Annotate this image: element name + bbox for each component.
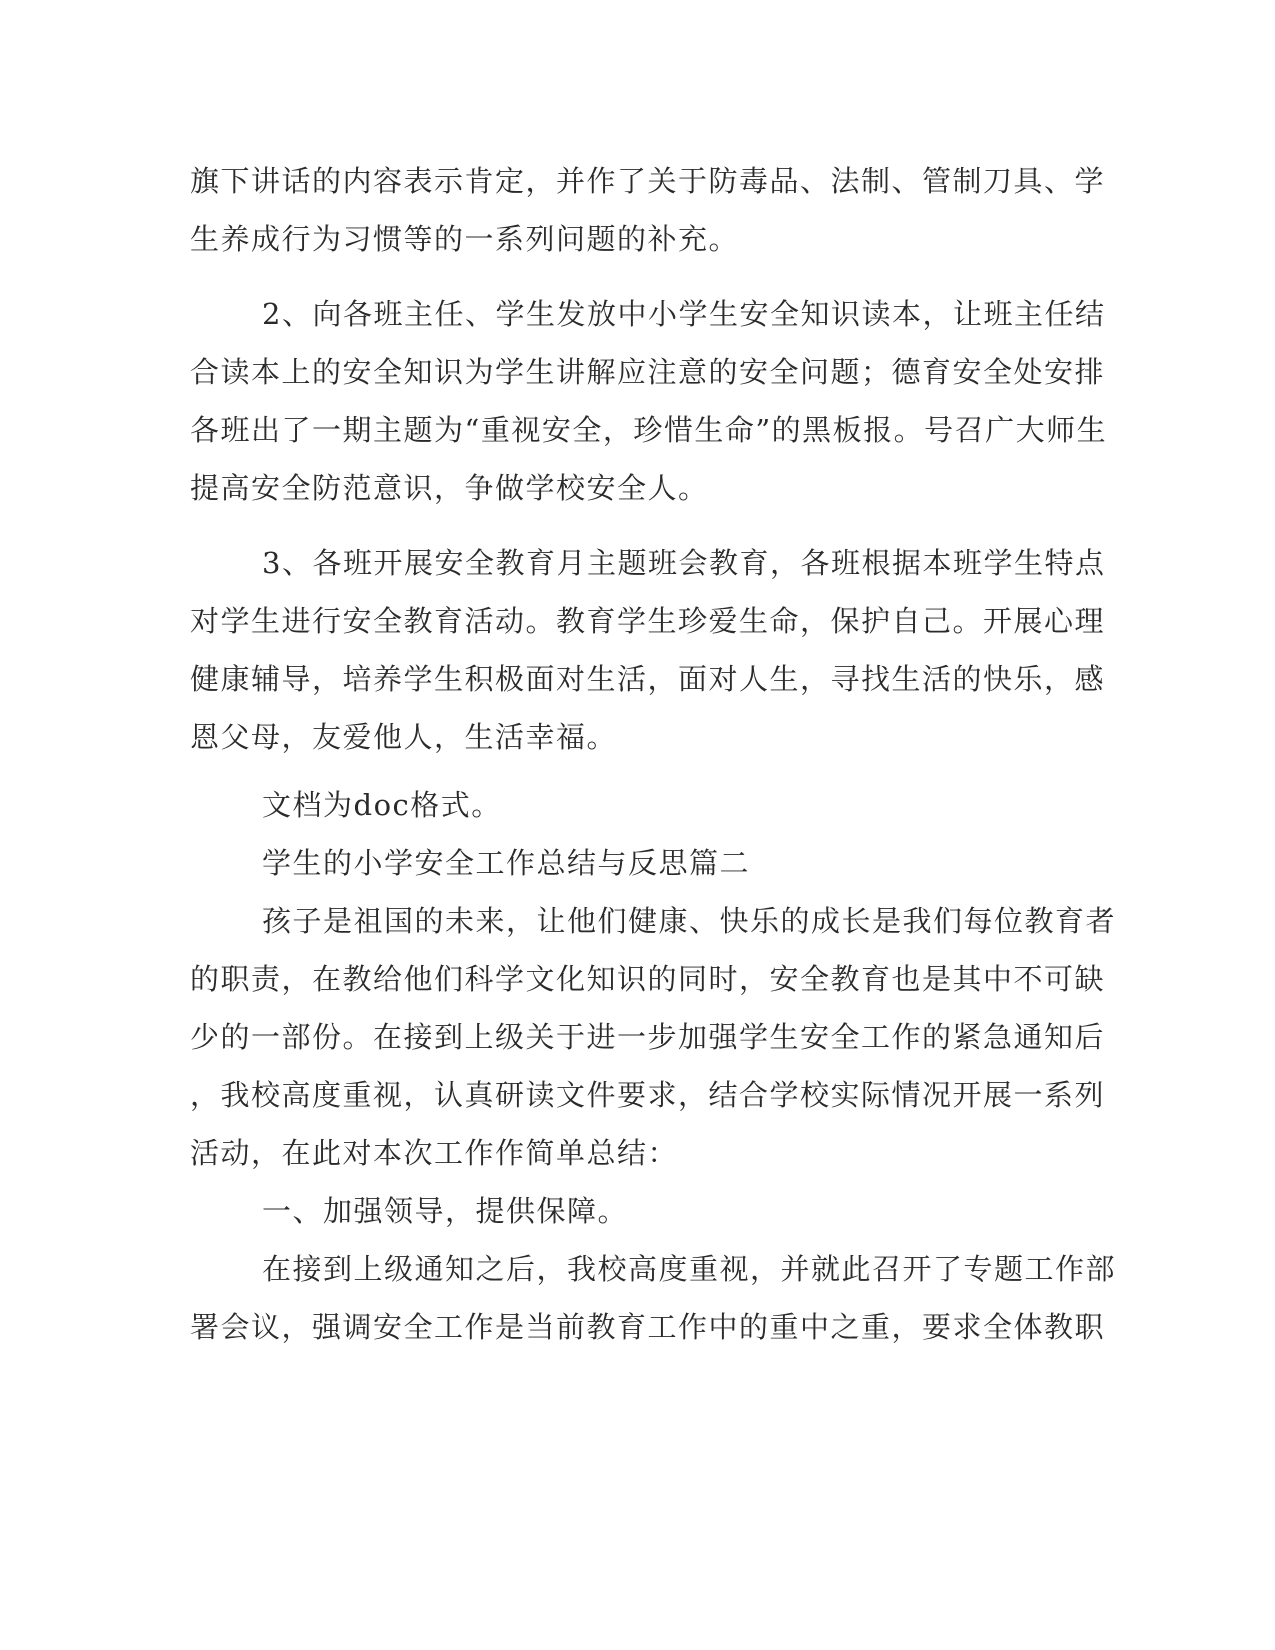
text-line: 生养成行为习惯等的一系列问题的补充。 (190, 222, 740, 256)
subheading: 一、加强领导，提供保障。 (262, 1194, 629, 1228)
text-line: 对学生进行安全教育活动。教育学生珍爱生命，保护自己。开展心理 (190, 604, 1106, 638)
text-line: 提高安全防范意识，争做学校安全人。 (190, 471, 709, 505)
text-line: 在接到上级通知之后，我校高度重视，并就此召开了专题工作部 (262, 1252, 1117, 1286)
text-line: 3、各班开展安全教育月主题班会教育，各班根据本班学生特点 (262, 546, 1106, 580)
text-line: 旗下讲话的内容表示肯定，并作了关于防毒品、法制、管制刀具、学 (190, 164, 1106, 198)
text-line: 活动，在此对本次工作作简单总结： (190, 1136, 679, 1170)
text-line: 恩父母，友爱他人，生活幸福。 (190, 720, 618, 754)
text-line: 署会议，强调安全工作是当前教育工作中的重中之重，要求全体教职 (190, 1310, 1106, 1344)
text-line: 少的一部份。在接到上级关于进一步加强学生安全工作的紧急通知后 (190, 1020, 1106, 1054)
text-line: 2、向各班主任、学生发放中小学生安全知识读本，让班主任结 (262, 297, 1106, 331)
text-line: 合读本上的安全知识为学生讲解应注意的安全问题；德育安全处安排 (190, 355, 1106, 389)
section-heading: 学生的小学安全工作总结与反思篇二 (262, 846, 751, 880)
text-line: ，我校高度重视，认真研读文件要求，结合学校实际情况开展一系列 (190, 1078, 1106, 1112)
text-line: 各班出了一期主题为“重视安全，珍惜生命”的黑板报。号召广大师生 (190, 413, 1108, 447)
text-line: 健康辅导，培养学生积极面对生活，面对人生，寻找生活的快乐，感 (190, 662, 1106, 696)
text-line: 文档为doc格式。 (262, 788, 502, 822)
text-line: 孩子是祖国的未来，让他们健康、快乐的成长是我们每位教育者 (262, 904, 1117, 938)
text-line: 的职责，在教给他们科学文化知识的同时，安全教育也是其中不可缺 (190, 962, 1106, 996)
